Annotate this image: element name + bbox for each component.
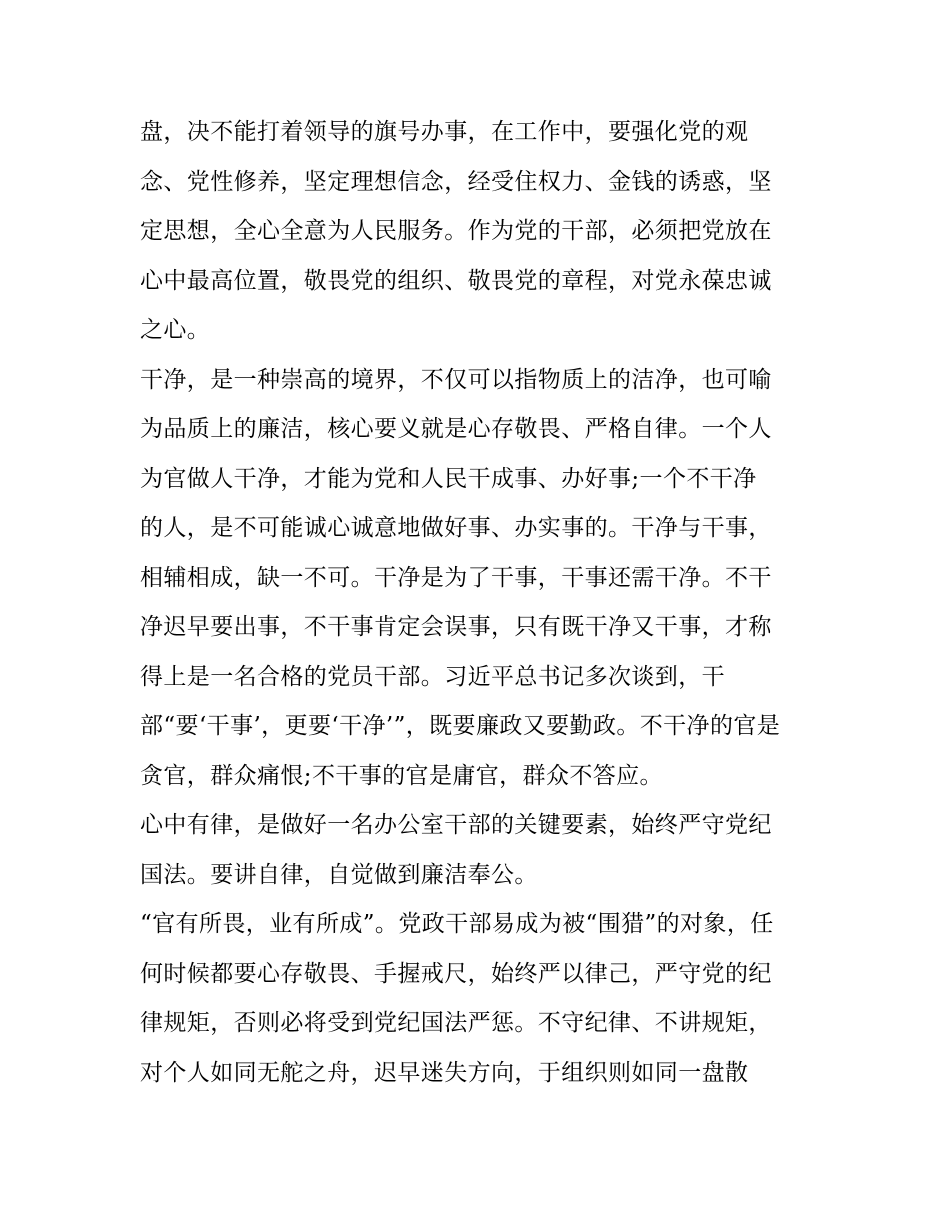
text-line: 律规矩，否则必将受到党纪国法严惩。不守纪律、不讲规矩， (140, 1010, 772, 1036)
text-line: 心中最高位置，敬畏党的组织、敬畏党的章程，对党永葆忠诚 (140, 267, 772, 294)
text-line: 对个人如同无舵之舟，迟早迷失方向，于组织则如同一盘散 (140, 1059, 749, 1086)
text-line: 心中有律，是做好一名办公室干部的关键要素，始终严守党纪 (140, 812, 772, 838)
text-line: 干净，是一种崇高的境界，不仅可以指物质上的洁净，也可喻 (140, 366, 772, 393)
text-line: 贪官，群众痛恨;不干事的官是庸官，群众不答应。 (140, 762, 663, 789)
text-line: 念、党性修养，坚定理想信念，经受住权力、金钱的诱惑，坚 (140, 168, 772, 195)
text-line: 净迟早要出事，不干事肯定会误事，只有既干净又干事，才称 (140, 614, 772, 640)
text-line: 得上是一名合格的党员干部。习近平总书记多次谈到，干 (140, 663, 725, 690)
text-line: 为品质上的廉洁，核心要义就是心存敬畏、严格自律。一个人 (140, 416, 772, 442)
text-line: 为官做人干净，才能为党和人民干成事、办好事;一个不干净 (140, 465, 757, 492)
text-line: 部“要‘干事’，更要‘干净’”，既要廉政又要勤政。不干净的官是 (140, 713, 781, 739)
document-body (140, 108, 820, 1098)
text-line: 的人，是不可能诚心诚意地做好事、办实事的。干净与干事， (140, 515, 772, 541)
text-line: 何时候都要心存敬畏、手握戒尺，始终严以律己，严守党的纪 (140, 960, 772, 987)
text-line: 之心。 (140, 317, 211, 343)
text-line: 定思想，全心全意为人民服务。作为党的干部，必须把党放在 (140, 218, 772, 244)
text-line: 国法。要讲自律，自觉做到廉洁奉公。 (140, 861, 538, 888)
text-line: 盘，决不能打着领导的旗号办事，在工作中，要强化党的观 (140, 119, 749, 145)
text-line: “官有所畏，业有所成”。党政干部易成为被“围猎”的对象，任 (140, 911, 774, 937)
text-line: 相辅相成，缺一不可。干净是为了干事，干事还需干净。不干 (140, 564, 772, 591)
